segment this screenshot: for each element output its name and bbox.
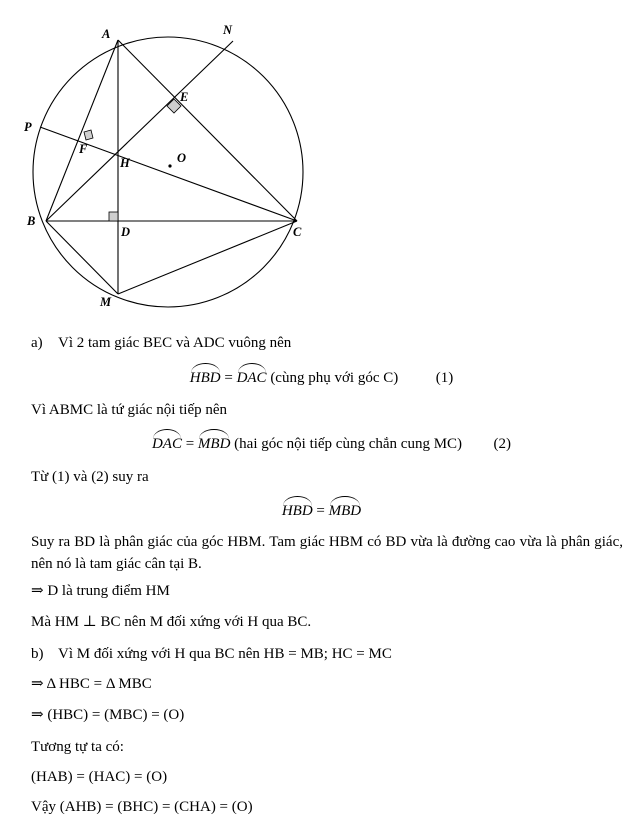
part-b-marker: b) bbox=[31, 646, 44, 662]
part-b-intro: Vì M đối xứng với H qua BC nên HB = MB; HC = MC bbox=[58, 646, 392, 662]
paragraph-bisector: Suy ra BD là phân giác của góc HBM. Tam giác HBM có BD vừa là đường cao vừa là phân giác, nên nó là tam giác cân tại B. bbox=[31, 534, 623, 572]
angle-mbd: MBD bbox=[328, 503, 362, 519]
equals-sign: = bbox=[185, 436, 195, 452]
line-abmc: Vì ABMC là tứ giác nội tiếp nên bbox=[31, 402, 228, 418]
equation-2-number: (2) bbox=[493, 436, 512, 452]
right-angle-d bbox=[109, 212, 118, 221]
label-n: N bbox=[223, 23, 233, 37]
angle-dac: DAC bbox=[236, 370, 267, 386]
label-a: A bbox=[102, 27, 111, 41]
part-a-marker: a) bbox=[31, 335, 43, 351]
circumcircle bbox=[33, 37, 303, 307]
line-hab: (HAB) = (HAC) = (O) bbox=[31, 769, 168, 785]
line-congruent: ⇒ Δ HBC = Δ MBC bbox=[31, 676, 152, 692]
line-from: Từ (1) và (2) suy ra bbox=[31, 469, 149, 485]
segment-ac bbox=[118, 40, 297, 221]
line-similarly: Tương tự ta có: bbox=[31, 739, 124, 755]
equation-2-note: (hai góc nội tiếp cùng chắn cung MC) bbox=[234, 436, 463, 452]
line-conclusion: Vậy (AHB) = (BHC) = (CHA) = (O) bbox=[31, 799, 253, 815]
line-symmetric: Mà HM ⊥ BC nên M đối xứng với H qua BC. bbox=[31, 614, 312, 630]
label-m: M bbox=[100, 295, 112, 309]
label-d: D bbox=[121, 225, 131, 239]
label-e: E bbox=[180, 90, 189, 104]
equation-1-number: (1) bbox=[435, 370, 454, 386]
equation-3 bbox=[0, 501, 643, 521]
line-midpoint: ⇒ D là trung điểm HM bbox=[31, 583, 170, 599]
label-p: P bbox=[24, 120, 32, 134]
angle-hbd: HBD bbox=[281, 503, 313, 519]
angle-hbd: HBD bbox=[189, 370, 221, 386]
label-c: C bbox=[293, 225, 302, 239]
geometry-figure bbox=[0, 0, 643, 330]
angle-mbd: MBD bbox=[197, 436, 231, 452]
equation-2 bbox=[10, 434, 643, 454]
right-angle-f bbox=[84, 130, 93, 140]
segment-bm bbox=[46, 221, 118, 294]
angle-dac: DAC bbox=[151, 436, 182, 452]
equals-sign: = bbox=[224, 370, 233, 386]
equals-sign: = bbox=[316, 503, 325, 519]
label-f: F bbox=[79, 142, 88, 156]
label-b: B bbox=[27, 214, 36, 228]
label-o: O bbox=[177, 151, 187, 165]
line-circles: ⇒ (HBC) = (MBC) = (O) bbox=[31, 707, 185, 723]
equation-1 bbox=[0, 368, 643, 388]
center-dot bbox=[168, 164, 171, 167]
label-h: H bbox=[120, 156, 130, 170]
segment-ab bbox=[46, 40, 118, 221]
altitude-bn bbox=[46, 41, 233, 221]
equation-1-note: (cùng phụ với góc C) bbox=[270, 370, 399, 386]
segment-cm bbox=[118, 221, 297, 294]
part-a-intro: Vì 2 tam giác BEC và ADC vuông nên bbox=[58, 335, 292, 351]
